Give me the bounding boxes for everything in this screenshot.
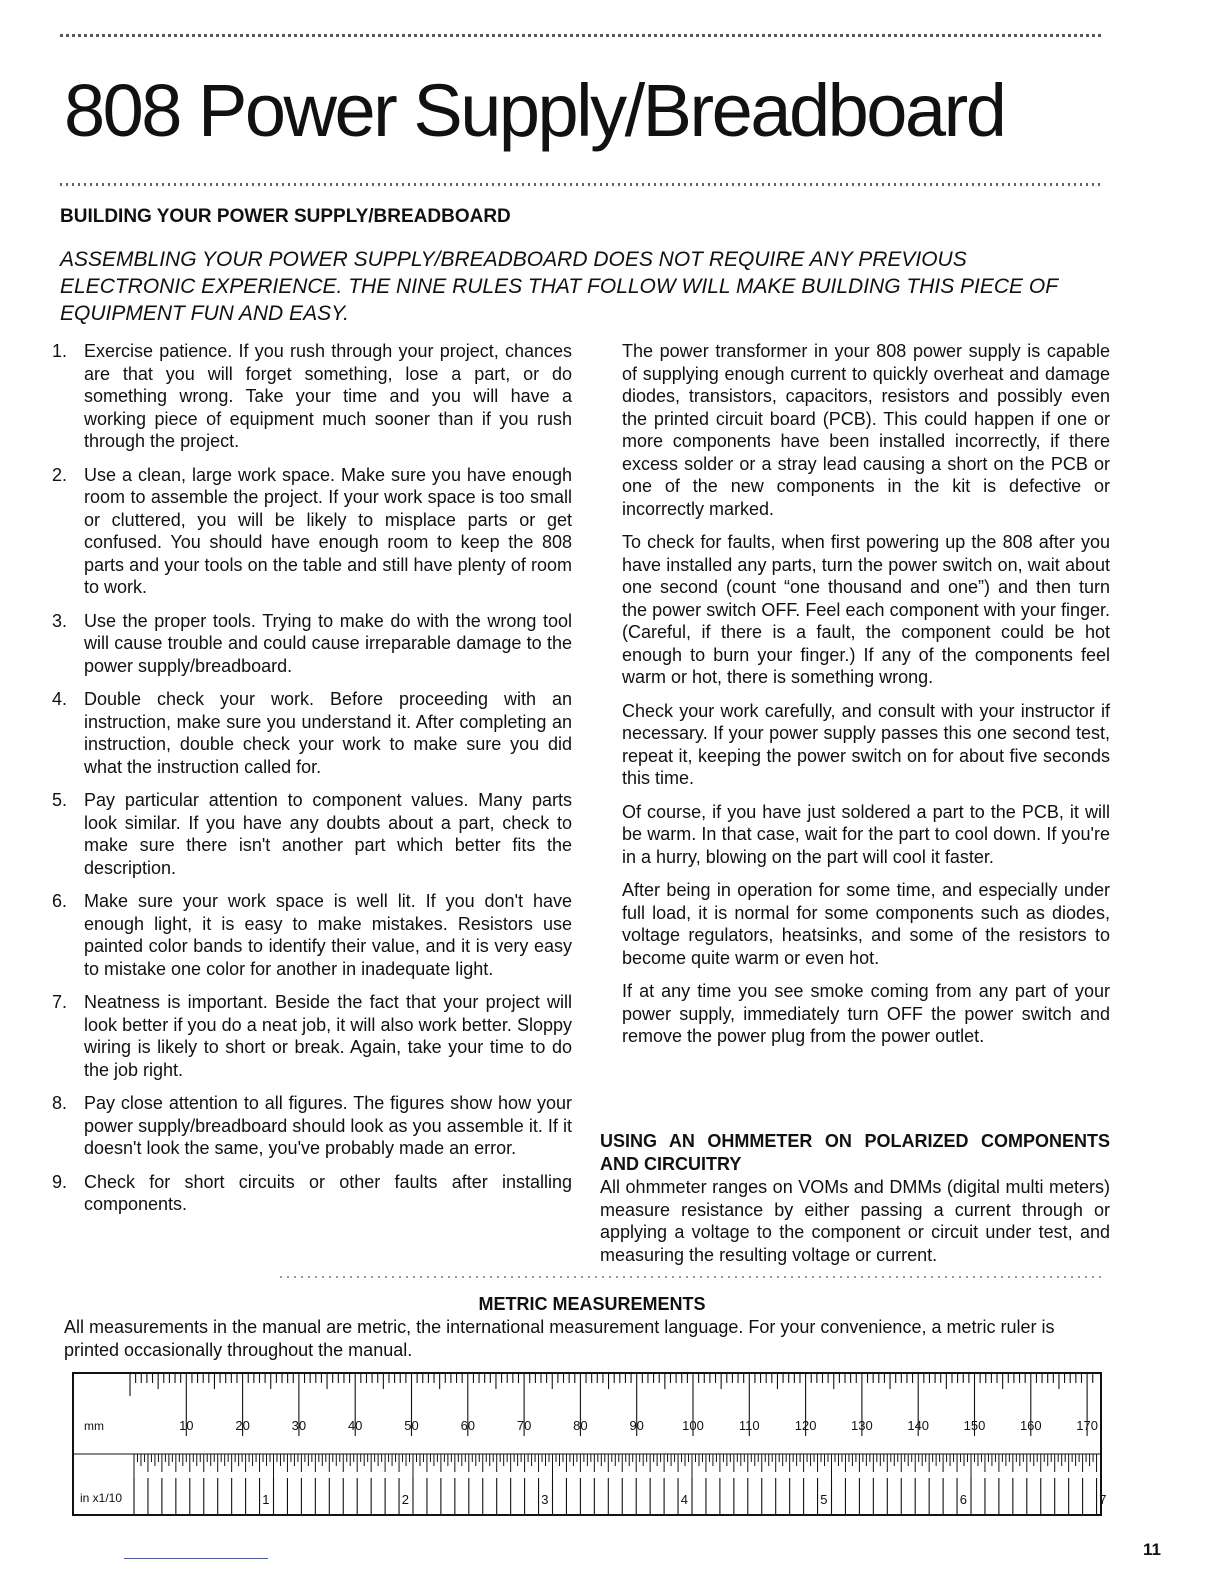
rule-item <box>52 789 572 879</box>
mm-tick-label: 100 <box>682 1418 704 1433</box>
soldered-part-paragraph: Of course, if you have just soldered a part to the PCB, it will be warm. In that case, wait for the part to cool down. If you're in a hurry, blowing on the part will cool it faster. <box>622 801 1110 867</box>
mm-unit-label: mm <box>84 1419 104 1433</box>
rule-item <box>52 991 572 1081</box>
mm-tick-label: 60 <box>460 1418 476 1433</box>
rules-list <box>52 340 572 1227</box>
ohmmeter-paragraph: All ohmmeter ranges on VOMs and DMMs (digital multi meters) measure resistance by either passing a current through or applying a voltage to the component or circuit under test, and measuring the resulting voltage or current. <box>600 1177 1110 1265</box>
intro-paragraph: ASSEMBLING YOUR POWER SUPPLY/BREADBOARD DOES NOT REQUIRE ANY PREVIOUS ELECTRONIC EXPERIENCE. THE NINE RULES THAT FOLLOW WILL MAKE BUILDING THIS PIECE OF EQUIPMENT FUN AND EASY. <box>60 248 1058 325</box>
mm-tick-label: 110 <box>738 1418 760 1433</box>
section-heading: BUILDING YOUR POWER SUPPLY/BREADBOARD <box>60 206 511 227</box>
rule-number: 5. <box>52 790 68 810</box>
operation-heat-paragraph: After being in operation for some time, and especially under full load, it is normal for some components such as diodes, voltage regulators, heatsinks, and some of the resistors to become quite warm or even hot. <box>622 880 1110 968</box>
rule-item <box>52 1171 572 1216</box>
mm-tick-label: 20 <box>235 1418 250 1433</box>
rule-text: Double check your work. Before proceeding with an instruction, make sure you understand it. After completing an instruction, double check your work to make sure you did what the instruction called for. <box>84 689 572 777</box>
rule-number: 4. <box>52 689 68 709</box>
mm-tick-label: 70 <box>516 1418 532 1433</box>
rule-number: 8. <box>52 1093 68 1113</box>
mm-tick-label: 50 <box>404 1418 419 1433</box>
transformer-paragraph: The power transformer in your 808 power supply is capable of supplying enough current to quickly overheat and damage diodes, transistors, capacitors, resistors and possibly even the printed circuit board (PCB). This could happen if one or more components have been installed incorrectly, if there excess solder or a stray lead causing a short on the PCB or one of the new components in the kit is defective or incorrectly marked. <box>622 341 1110 519</box>
rule-number: 9. <box>52 1171 68 1192</box>
smoke-warning-paragraph: If at any time you see smoke coming from any part of your power supply, immediately turn OFF the power switch and remove the power plug from the power outlet. <box>622 981 1110 1046</box>
rule-number: 2. <box>52 464 68 485</box>
mm-tick-label: 80 <box>573 1418 588 1433</box>
inch-tick-label: 1 <box>262 1492 270 1507</box>
rule-text: Check for short circuits or other faults after installing components. <box>84 1171 572 1214</box>
page-number: 11 <box>1143 1540 1161 1559</box>
bottom-divider <box>280 1276 1104 1278</box>
mm-tick-label: 150 <box>963 1418 986 1433</box>
inch-tick-label: 6 <box>959 1492 967 1507</box>
mm-tick-label: 90 <box>629 1418 644 1433</box>
right-column <box>622 340 1110 1059</box>
metric-paragraph: All measurements in the manual are metric, the international measurement language. For your convenience, a metric ruler is printed occasionally throughout the manual. <box>64 1317 1055 1360</box>
check-work-paragraph: Check your work carefully, and consult with your instructor if necessary. If your power supply passes this one second test, repeat it, keeping the power switch on for about five seconds this time. <box>622 700 1110 788</box>
footnote-line <box>124 1558 268 1559</box>
fault-check-paragraph: To check for faults, when first powering up the 808 after you have installed any parts, turn the power switch on, wait about one second (count “one thousand and one”) and then turn the power switch OFF. Feel each component with your finger. (Careful, if there is a fault, the component could be hot enough to burn your finger.) If any of the components feel warm or hot, there is something wrong. <box>622 532 1110 687</box>
rule-text: Pay close attention to all figures. The figures show how your power supply/breadboard should look as you assemble it. If it doesn't look the same, you've probably made an error. <box>84 1093 572 1158</box>
rule-item <box>52 610 572 678</box>
rule-item <box>52 464 572 599</box>
top-decorative-rule <box>60 34 1104 37</box>
inch-tick-label: 4 <box>680 1492 688 1507</box>
ruler-graphic <box>74 1374 1107 1514</box>
title-divider <box>60 183 1104 186</box>
inch-unit-label: in x1/10 <box>80 1491 123 1505</box>
rule-text: Pay particular attention to component values. Many parts look similar. If you have any doubts about a part, check to make sure there isn't another part which better fits the description. <box>84 790 572 878</box>
mm-tick-label: 10 <box>179 1418 194 1433</box>
mm-tick-label: 140 <box>907 1418 930 1433</box>
rule-number: 7. <box>52 992 68 1012</box>
mm-tick-label: 130 <box>851 1418 873 1433</box>
metric-heading: METRIC MEASUREMENTS <box>478 1294 706 1314</box>
inch-tick-label: 3 <box>541 1492 549 1507</box>
mm-tick-label: 120 <box>794 1418 817 1433</box>
rule-text: Use a clean, large work space. Make sure you have enough room to assemble the project. If your work space is too small or cluttered, you will be likely to misplace parts or get confused. You should have enough room to keep the 808 parts and your tools on the table and still have plenty of room to work. <box>84 464 572 597</box>
page-title: 808 Power Supply/Breadboard <box>64 69 1005 152</box>
rule-text: Exercise patience. If you rush through your project, chances are that you will forget something, lose a part, or do something wrong. Take your time and you will have a working piece of equipment much sooner than if you rush through the project. <box>84 341 572 451</box>
rule-number: 1. <box>52 341 68 361</box>
rule-number: 3. <box>52 610 68 631</box>
rule-item <box>52 1092 572 1160</box>
ohmmeter-heading: USING AN OHMMETER ON POLARIZED COMPONENTS AND CIRCUITRY <box>600 1131 1110 1174</box>
rule-item <box>52 890 572 980</box>
inch-tick-label: 7 <box>1099 1492 1107 1507</box>
mm-tick-label: 40 <box>347 1418 363 1433</box>
metric-ruler <box>72 1372 1107 1516</box>
rule-text: Make sure your work space is well lit. If you don't have enough light, it is easy to make mistakes. Resistors use painted color bands to identify their value, and it is very easy to mistake one color for another in inadequate light. <box>84 891 572 979</box>
rule-item <box>52 688 572 778</box>
inch-tick-label: 5 <box>820 1492 828 1507</box>
rule-number: 6. <box>52 891 68 911</box>
mm-tick-label: 160 <box>1019 1418 1042 1433</box>
mm-tick-label: 170 <box>1076 1418 1098 1433</box>
mm-tick-label: 30 <box>291 1418 307 1433</box>
rule-text: Use the proper tools. Trying to make do with the wrong tool will cause trouble and could cause irreparable damage to the power supply/breadboard. <box>84 610 572 676</box>
rule-text: Neatness is important. Beside the fact that your project will look better if you do a neat job, it will also work better. Sloppy wiring is likely to short or break. Again, take your time to do the job right. <box>84 992 572 1080</box>
rule-item <box>52 340 572 453</box>
inch-tick-label: 2 <box>401 1492 409 1507</box>
